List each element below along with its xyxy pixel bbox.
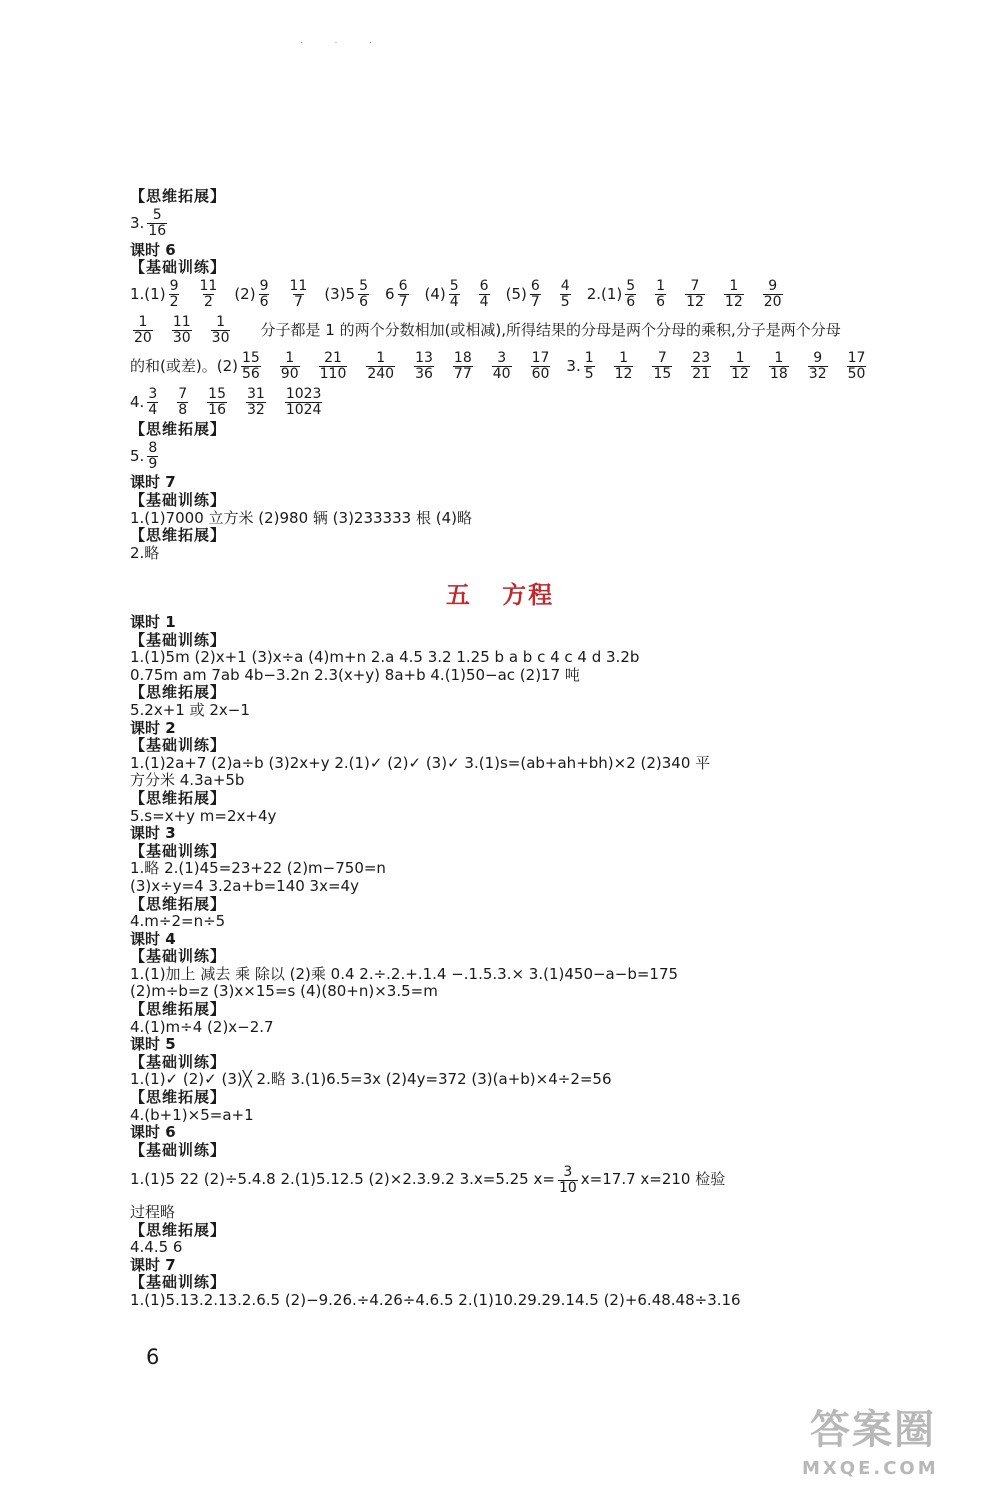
answer-line: 4.(b+1)×5=a+1 [130, 1105, 254, 1124]
fraction-numerator: 5 [626, 278, 636, 295]
lesson6-answers [130, 1162, 910, 1310]
fraction-denominator: 77 [453, 366, 472, 383]
fraction-denominator: 30 [211, 330, 230, 347]
section-header: 【基础训练】 [130, 841, 227, 860]
fraction [453, 351, 473, 382]
lesson-title: 课时 7 [130, 473, 176, 492]
answer-item [324, 279, 372, 310]
answer-line: (2)m÷b=z (3)x×15=s (4)(80+n)×3.5=m [130, 982, 438, 1001]
page-number: 6 [146, 1345, 160, 1369]
answer-line: 1.(1)7000 立方米 (2)980 辆 (3)233333 根 (4)略 [130, 508, 472, 527]
fraction-answer-row [130, 313, 910, 349]
fraction [560, 279, 571, 310]
chapter-name: 方程 [502, 581, 555, 609]
fraction [691, 351, 711, 382]
fraction [614, 351, 634, 382]
fraction [584, 351, 595, 382]
fraction-denominator: 32 [246, 402, 265, 419]
item-label: 6 [385, 285, 395, 304]
section-header: 【基础训练】 [130, 630, 227, 649]
fraction-denominator: 12 [731, 366, 749, 383]
fraction [147, 441, 158, 472]
fraction-denominator: 18 [769, 366, 788, 383]
fraction [366, 351, 395, 382]
scan-noise: · · · [300, 38, 386, 49]
fraction-numerator: 5 [449, 278, 459, 295]
answer-item [130, 315, 156, 346]
answer-item [208, 315, 234, 346]
fraction-numerator: 3 [563, 1163, 573, 1180]
fraction-denominator: 6 [656, 294, 666, 311]
answer-item [130, 387, 161, 418]
fraction-numerator: 21 [324, 350, 342, 367]
fraction-denominator: 6 [259, 294, 269, 311]
fraction-denominator: 2 [203, 294, 213, 311]
fraction-numerator: 18 [453, 350, 472, 367]
fraction-denominator: 21 [692, 366, 711, 383]
fraction [133, 315, 153, 346]
item-label: (2) [234, 285, 256, 304]
answer-line: 4.(1)m÷4 (2)x−2.7 [130, 1017, 274, 1036]
answer-item [721, 279, 747, 310]
fraction-denominator: 20 [763, 294, 782, 311]
fraction [241, 351, 261, 382]
fraction-denominator: 4 [479, 294, 489, 311]
fraction-numerator: 23 [692, 350, 711, 367]
fraction [198, 279, 218, 310]
fraction [530, 279, 541, 310]
fraction-numerator: 15 [241, 350, 260, 367]
item-label: (4) [424, 285, 446, 304]
fraction-denominator: 20 [134, 330, 152, 347]
fraction [685, 279, 705, 310]
fraction [531, 351, 551, 382]
section-header: 【思维拓展】 [130, 187, 227, 205]
fraction-numerator: 9 [169, 278, 179, 295]
fraction-denominator: 10 [558, 1179, 577, 1196]
fraction-numerator: 17 [847, 350, 866, 367]
answer-item [649, 351, 675, 382]
fraction [652, 351, 672, 382]
fraction-denominator: 6 [359, 294, 369, 311]
section-header: 【思维拓展】 [130, 1000, 227, 1019]
answer-line: 1.(1)✓ (2)✓ (3)╳ 2.略 3.(1)6.5=3x (2)4y=372 (3)(a+b)×4÷2=56 [130, 1070, 612, 1089]
fraction [211, 315, 231, 346]
fraction [147, 208, 167, 239]
fraction [492, 351, 512, 382]
question-number: 3. [130, 213, 145, 232]
item-label: (5) [505, 285, 527, 304]
answer-line: 2.略 [130, 543, 160, 562]
fraction-answer-row [130, 385, 910, 421]
section-header: 【基础训练】 [130, 1140, 227, 1159]
fraction [724, 279, 744, 310]
fraction-denominator: 60 [531, 366, 550, 383]
fraction-numerator: 9 [813, 350, 823, 367]
answer-item [169, 315, 195, 346]
fraction [172, 315, 192, 346]
fraction-numerator: 6 [479, 278, 489, 295]
answer-item [425, 279, 463, 310]
answer-item [174, 387, 191, 418]
fraction [147, 387, 158, 418]
fraction-denominator: 7 [293, 294, 303, 311]
fraction-numerator: 5 [359, 278, 369, 295]
lesson-title: 课时 3 [130, 824, 176, 843]
site-watermark [790, 1398, 990, 1488]
item-label: 4. [130, 393, 145, 412]
fraction-numerator: 1 [584, 350, 594, 367]
fraction-answer-row [130, 277, 910, 313]
watermark-url: MXQE.COM [802, 1458, 939, 1479]
answer-item [285, 279, 311, 310]
fraction [558, 1165, 578, 1196]
fraction-numerator: 11 [199, 278, 218, 295]
fraction-denominator: 5 [584, 366, 594, 383]
fraction-numerator: 1 [376, 350, 386, 367]
answer-line: 方分米 4.3a+5b [130, 771, 245, 790]
fraction [449, 279, 460, 310]
fraction-denominator: 5 [560, 294, 570, 311]
fraction-numerator: 4 [560, 278, 570, 295]
answer-item [363, 351, 398, 382]
answer-item [489, 351, 515, 382]
fraction-numerator: 6 [530, 278, 540, 295]
question-number: 5. [130, 446, 145, 465]
fraction-denominator: 40 [492, 366, 511, 383]
answer-line: (3)x÷y=4 3.2a+b=140 3x=4y [130, 876, 359, 895]
fraction [207, 387, 227, 418]
answer-item [506, 279, 544, 310]
fraction-numerator: 1 [285, 350, 295, 367]
answer-line: 1.(1)5.13.2.13.2.6.5 (2)−9.26.÷4.26÷4.6.5 2.(1)10.29.29.14.5 (2)+6.48.48÷3.16 [130, 1290, 741, 1309]
fraction-denominator: 7 [530, 294, 540, 311]
fraction [655, 279, 666, 310]
answer-item [316, 351, 351, 382]
fraction-numerator: 5 [152, 207, 162, 224]
fraction-numerator: 1 [216, 314, 226, 331]
answer-item [243, 387, 269, 418]
answer-item [411, 351, 437, 382]
item-label: 3. [566, 357, 581, 376]
answer-item [277, 351, 303, 382]
fraction-denominator: 50 [847, 366, 866, 383]
fraction [177, 387, 188, 418]
answer-line: 1.(1)5m (2)x+1 (3)x÷a (4)m+n 2.a 4.5 3.2 1.25 b a b c 4 c 4 d 3.2b [130, 648, 640, 667]
fraction-denominator: 90 [280, 366, 299, 383]
answer-item [476, 279, 493, 310]
section-header: 【思维拓展】 [130, 894, 227, 913]
fraction-numerator: 11 [289, 278, 308, 295]
fraction-denominator: 110 [319, 366, 347, 383]
fraction [246, 387, 266, 418]
fraction-numerator: 8 [148, 439, 158, 456]
fraction-numerator: 7 [178, 386, 188, 403]
answer-line: 1.(1)2a+7 (2)a÷b (3)2x+y 2.(1)✓ (2)✓ (3)✓ 3.(1)s=(ab+ah+bh)×2 (2)340 平 [130, 753, 711, 772]
lesson-title: 课时 6 [130, 240, 176, 259]
fraction-denominator: 2 [169, 294, 179, 311]
fraction-denominator: 16 [208, 402, 226, 419]
fraction-denominator: 32 [808, 366, 827, 383]
answer-item [805, 351, 831, 382]
answer-line: 4.m÷2=n÷5 [130, 912, 226, 931]
lesson-title: 课时 7 [130, 1255, 176, 1274]
fraction-numerator: 9 [259, 278, 269, 295]
chapter-number: 五 [445, 581, 472, 609]
fraction-numerator: 3 [148, 386, 158, 403]
fraction-numerator: 13 [415, 350, 433, 367]
answer-item [688, 351, 714, 382]
answer-line: 过程略 [130, 1203, 176, 1221]
fraction [414, 351, 434, 382]
answer-item [587, 279, 639, 310]
answer-item [195, 279, 221, 310]
fraction-denominator: 12 [614, 366, 633, 383]
fraction-numerator: 7 [657, 350, 667, 367]
answer-line [130, 1162, 910, 1198]
answer-item [385, 279, 411, 310]
section-header: 【思维拓展】 [130, 1220, 227, 1239]
answer-item [234, 279, 272, 310]
fraction-numerator: 1 [656, 278, 666, 295]
fraction-denominator: 36 [415, 366, 433, 383]
answer-item [766, 351, 792, 382]
section-header: 【基础训练】 [130, 490, 227, 509]
lesson-title: 课时 1 [130, 613, 176, 631]
answer-line: 4.4.5 6 [130, 1238, 183, 1257]
item-label: 2.(1) [586, 285, 623, 304]
section-header: 【基础训练】 [130, 736, 227, 755]
fraction [398, 279, 409, 310]
section-header: 【思维拓展】 [130, 419, 227, 438]
fraction [319, 351, 348, 382]
answer-line: 1.(1)加上 减去 乘 除以 (2)乘 0.4 2.÷.2.+.1.4 −.1.5.3.× 3.(1)450−a−b=175 [130, 964, 679, 983]
answer-item [282, 387, 326, 418]
answer-line: 5.s=x+y m=2x+4y [130, 806, 277, 825]
answer-line [130, 438, 910, 474]
chapter-answers [130, 614, 910, 1159]
answer-line: 5.2x+1 或 2x−1 [130, 700, 250, 719]
answer-item [727, 351, 753, 382]
answer-text: 1.(1)5 22 (2)÷5.4.8 2.(1)5.12.5 (2)×2.3.9.2 3.x=5.25 x= [130, 1170, 555, 1189]
lesson-title: 课时 5 [130, 1035, 176, 1054]
section-header: 【思维拓展】 [130, 788, 227, 807]
fraction-denominator: 15 [653, 366, 672, 383]
section-header: 【基础训练】 [130, 1273, 227, 1292]
fraction-denominator: 12 [724, 294, 743, 311]
section-header: 【思维拓展】 [130, 683, 227, 702]
section-header: 【基础训练】 [130, 1052, 227, 1071]
fraction-numerator: 1023 [285, 386, 322, 403]
section-header: 【思维拓展】 [130, 526, 227, 545]
fraction [769, 351, 789, 382]
fraction-numerator: 1 [729, 278, 739, 295]
fraction-denominator: 6 [626, 294, 636, 311]
fraction-group [130, 315, 246, 346]
fraction-numerator: 7 [690, 278, 700, 295]
fraction-denominator: 7 [398, 294, 408, 311]
fraction-numerator: 9 [768, 278, 778, 295]
fraction-numerator: 3 [497, 350, 507, 367]
answer-line: 1.略 2.(1)45=23+22 (2)m−750=n [130, 859, 386, 878]
fraction-denominator: 30 [172, 330, 191, 347]
explanation-text: 的和(或差)。 [130, 356, 217, 375]
answer-item [528, 351, 554, 382]
answer-item [652, 279, 669, 310]
item-label: 1.(1) [130, 285, 166, 304]
fraction [169, 279, 180, 310]
fraction-denominator: 9 [148, 455, 158, 472]
answer-item [844, 351, 870, 382]
fraction-denominator: 16 [148, 223, 167, 240]
answer-item [557, 279, 574, 310]
fraction-denominator: 12 [686, 294, 704, 311]
fraction-numerator: 11 [172, 314, 191, 331]
fraction-numerator: 31 [246, 386, 265, 403]
answer-item [204, 387, 230, 418]
answer-item [217, 351, 264, 382]
answer-item [450, 351, 476, 382]
fraction-numerator: 1 [735, 350, 745, 367]
lesson-title: 课时 4 [130, 929, 176, 948]
fraction-numerator: 17 [531, 350, 550, 367]
answer-text: x=17.7 x=210 检验 [580, 1170, 726, 1189]
fraction-denominator: 240 [367, 366, 395, 383]
fraction-numerator: 6 [398, 278, 408, 295]
fraction-answer-row [130, 349, 910, 385]
fraction-numerator: 1 [138, 314, 148, 331]
fraction [763, 279, 783, 310]
fraction-denominator: 8 [178, 402, 188, 419]
answer-line: 0.75m am 7ab 4b−3.2n 2.3(x+y) 8a+b 4.(1)50−ac (2)17 吨 [130, 665, 580, 684]
fraction-numerator: 15 [208, 386, 226, 403]
fraction [259, 279, 270, 310]
fraction-numerator: 1 [774, 350, 784, 367]
fraction-denominator: 1024 [285, 402, 322, 419]
answer-item [566, 351, 597, 382]
section-header: 【基础训练】 [130, 947, 227, 966]
fraction [625, 279, 636, 310]
item-label: (3)5 [324, 285, 356, 304]
fraction [280, 351, 300, 382]
answer-item [760, 279, 786, 310]
answer-item [130, 279, 182, 310]
item-label: (2) [216, 357, 238, 376]
fraction-numerator: 1 [619, 350, 629, 367]
watermark-logo-text: 答案圈 [810, 1407, 936, 1453]
fraction [847, 351, 867, 382]
fraction [808, 351, 828, 382]
fraction [285, 387, 323, 418]
fraction [730, 351, 750, 382]
fraction [479, 279, 490, 310]
answer-line [130, 206, 910, 242]
fraction [288, 279, 308, 310]
explanation-text: 分子都是 1 的两个分数相加(或相减),所得结果的分母是两个分母的乘积,分子是两个分母 [260, 320, 841, 339]
section-header: 【基础训练】 [130, 258, 227, 277]
fraction-group [217, 351, 883, 382]
top-section [130, 188, 910, 562]
fraction [358, 279, 369, 310]
chapter-title [0, 575, 1000, 610]
answer-item [682, 279, 708, 310]
fraction-denominator: 4 [148, 402, 158, 419]
fraction-denominator: 4 [449, 294, 459, 311]
section-header: 【思维拓展】 [130, 1088, 227, 1107]
answer-item [611, 351, 637, 382]
lesson-title: 课时 6 [130, 1123, 176, 1142]
lesson-title: 课时 2 [130, 718, 176, 737]
fraction-denominator: 56 [241, 366, 260, 383]
